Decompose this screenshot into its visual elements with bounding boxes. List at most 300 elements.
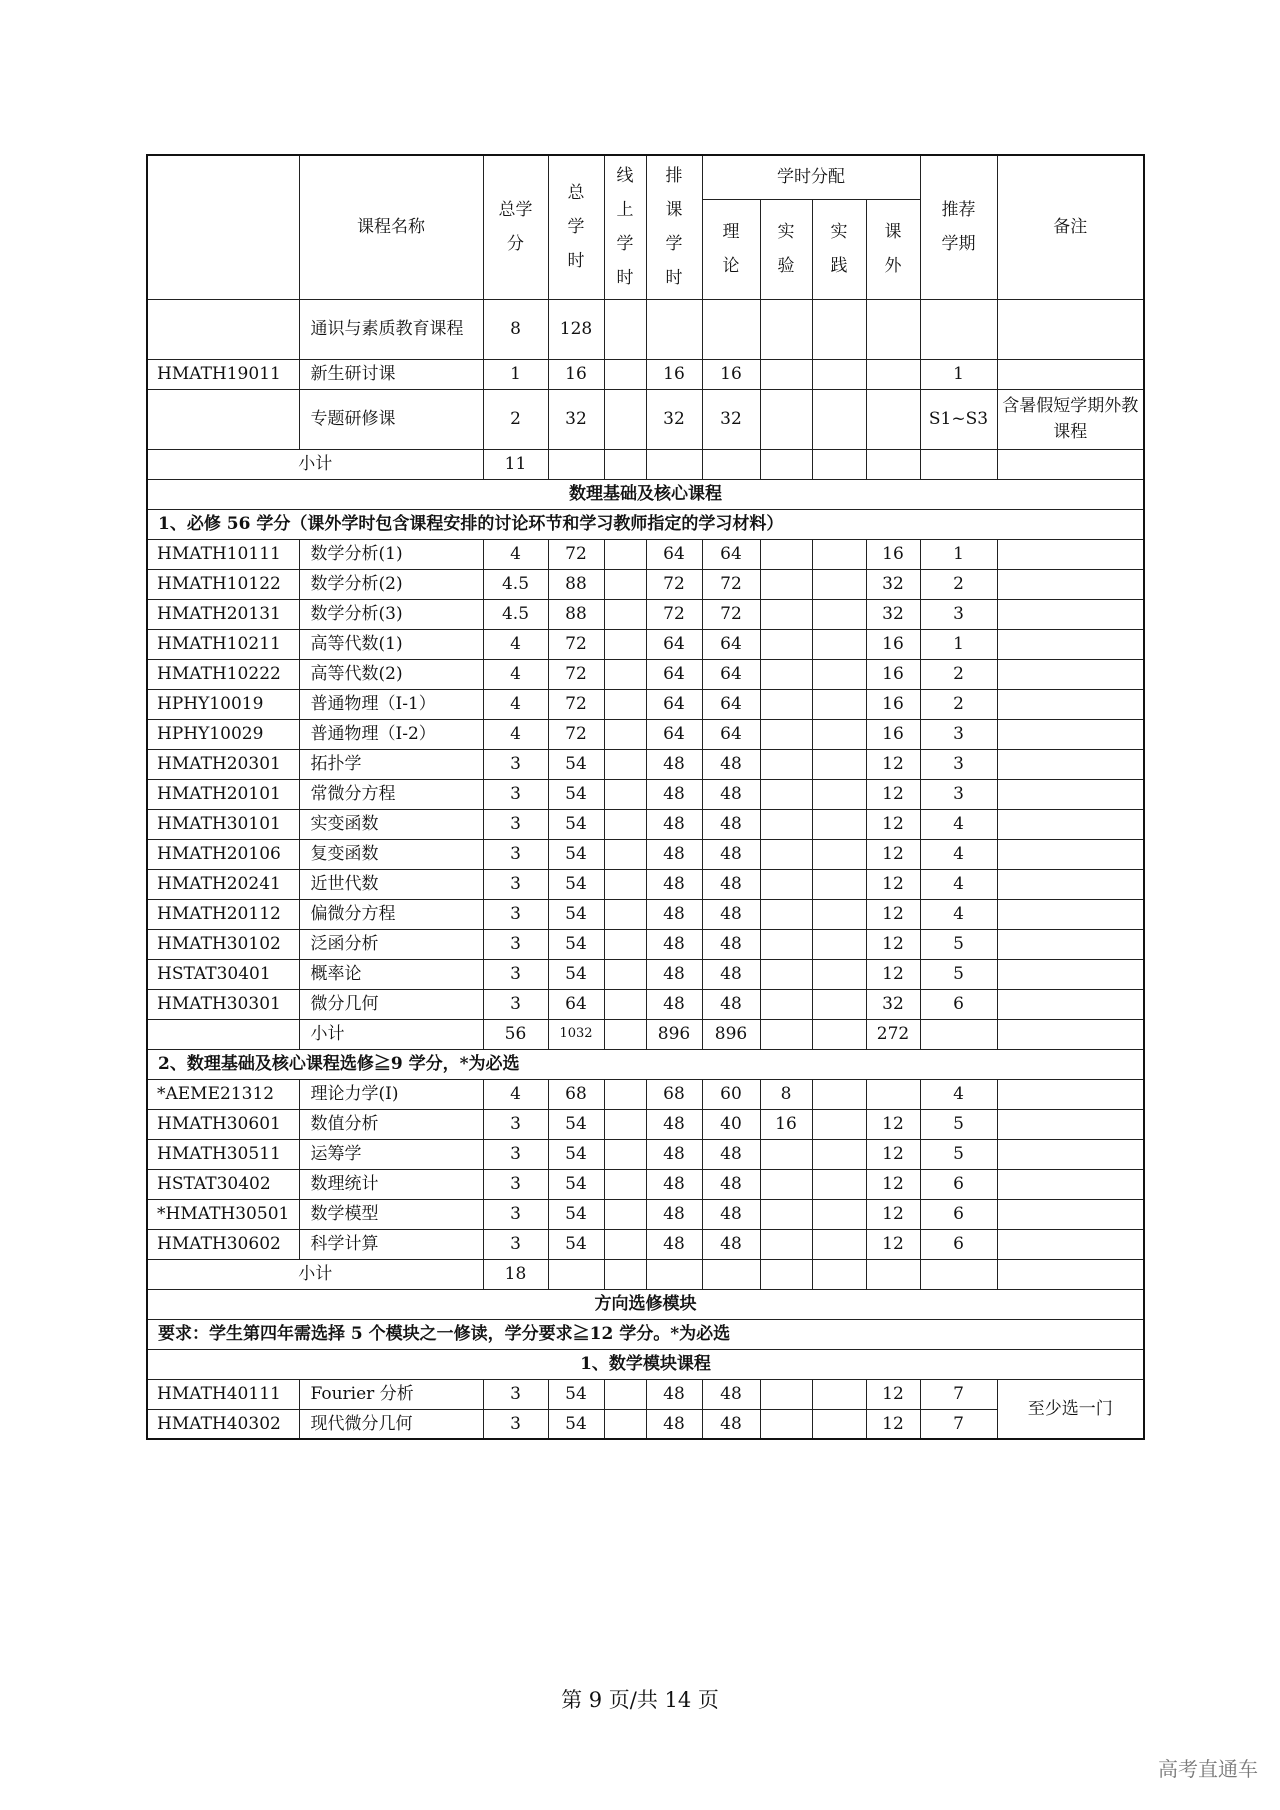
cell-hours: 16: [548, 359, 604, 389]
table-row: [147, 299, 1144, 359]
cell-extra: 12: [866, 899, 920, 929]
cell-code: HMATH40111: [147, 1379, 299, 1409]
cell-online: [604, 629, 646, 659]
header-row: [147, 155, 1144, 199]
cell-code: HMATH19011: [147, 359, 299, 389]
cell-credits: 3: [483, 959, 548, 989]
cell-lab: [760, 629, 812, 659]
cell-extra: 12: [866, 1229, 920, 1259]
cell-section_core: 数理基础及核心课程: [147, 479, 1144, 509]
cell-note: [997, 629, 1144, 659]
cell-code: HPHY10029: [147, 719, 299, 749]
cell-empty: [866, 1259, 920, 1289]
cell-name: 科学计算: [299, 1229, 483, 1259]
cell-empty: [920, 1019, 997, 1049]
cell-empty: [646, 449, 702, 479]
cell-hours: 54: [548, 1109, 604, 1139]
cell-lab: [760, 539, 812, 569]
cell-sem: 2: [920, 659, 997, 689]
cell-note: [997, 569, 1144, 599]
cell-label: 小计: [147, 1259, 483, 1289]
cell-sched: 72: [646, 569, 702, 599]
cell-sem: 7: [920, 1379, 997, 1409]
cell-hours: 54: [548, 1379, 604, 1409]
cell-note: [997, 1199, 1144, 1229]
section-row: [147, 1049, 1144, 1079]
cell-practice: [812, 1229, 866, 1259]
cell-online: [604, 839, 646, 869]
cell-note: [997, 599, 1144, 629]
cell-name: 复变函数: [299, 839, 483, 869]
cell-code: HMATH20241: [147, 869, 299, 899]
cell-practice: [812, 389, 866, 449]
table-row: [147, 1379, 1144, 1409]
cell-extra: 12: [866, 1379, 920, 1409]
cell-sched: 48: [646, 1169, 702, 1199]
cell-sched: 64: [646, 719, 702, 749]
table-row: [147, 779, 1144, 809]
cell-code: HMATH20106: [147, 839, 299, 869]
cell-online: [604, 1199, 646, 1229]
cell-online: [604, 299, 646, 359]
cell-online: [604, 1169, 646, 1199]
cell-empty: [812, 1019, 866, 1049]
cell-extra: [866, 389, 920, 449]
cell-extra: 12: [866, 779, 920, 809]
cell-practice: [812, 1169, 866, 1199]
cell-practice: [812, 809, 866, 839]
cell-extra: 16: [866, 539, 920, 569]
cell-credits: 4.5: [483, 599, 548, 629]
cell-theory: 48: [702, 899, 760, 929]
section-row: [147, 1289, 1144, 1319]
cell-sem: 7: [920, 1409, 997, 1439]
cell-code: HMATH30602: [147, 1229, 299, 1259]
cell-sched: 48: [646, 1199, 702, 1229]
cell-empty: [997, 1019, 1144, 1049]
cell-hours: 54: [548, 899, 604, 929]
cell-online: [604, 779, 646, 809]
subtotal-row: [147, 1019, 1144, 1049]
table-row: [147, 629, 1144, 659]
cell-extra: [866, 1079, 920, 1109]
cell-lab: [760, 959, 812, 989]
cell-note: [997, 779, 1144, 809]
cell-extra: 12: [866, 1199, 920, 1229]
cell-sched: 48: [646, 989, 702, 1019]
cell-sem: 2: [920, 569, 997, 599]
cell-core_required_title: 1、必修 56 学分（课外学时包含课程安排的讨论环节和学习教师指定的学习材料）: [147, 509, 1144, 539]
table-row: [147, 1079, 1144, 1109]
table-row: [147, 839, 1144, 869]
cell-note: [997, 809, 1144, 839]
cell-sem: 1: [920, 629, 997, 659]
cell-math_module_note: 至少选一门: [997, 1379, 1144, 1439]
cell-name: 数学分析(1): [299, 539, 483, 569]
cell-name: 常微分方程: [299, 779, 483, 809]
cell-name: 数值分析: [299, 1109, 483, 1139]
cell-sem: 3: [920, 599, 997, 629]
cell-theory: 64: [702, 659, 760, 689]
cell-code: [147, 299, 299, 359]
cell-practice: [812, 539, 866, 569]
cell-extra: 16: [866, 629, 920, 659]
header-code: [147, 155, 299, 299]
cell-empty: [548, 449, 604, 479]
cell-lab: [760, 899, 812, 929]
cell-lab: [760, 1199, 812, 1229]
cell-sched: 48: [646, 809, 702, 839]
cell-credits: 3: [483, 1379, 548, 1409]
cell-practice: [812, 749, 866, 779]
cell-note: [997, 539, 1144, 569]
cell-lab: [760, 1409, 812, 1439]
cell-lab: [760, 659, 812, 689]
cell-practice: [812, 1139, 866, 1169]
cell-name: 理论力学(I): [299, 1079, 483, 1109]
cell-extra: 12: [866, 929, 920, 959]
cell-note: [997, 899, 1144, 929]
table-row: [147, 1169, 1144, 1199]
cell-note: [997, 959, 1144, 989]
cell-direction_requirement: 要求：学生第四年需选择 5 个模块之一修读，学分要求≧12 学分。*为必选: [147, 1319, 1144, 1349]
cell-lab: [760, 1229, 812, 1259]
cell-hours: 54: [548, 809, 604, 839]
cell-empty: [604, 1259, 646, 1289]
cell-empty: [760, 449, 812, 479]
cell-sched: 64: [646, 689, 702, 719]
cell-practice: [812, 689, 866, 719]
cell-name: 高等代数(1): [299, 629, 483, 659]
cell-theory: 72: [702, 599, 760, 629]
cell-hours: 72: [548, 539, 604, 569]
cell-sem: 6: [920, 1199, 997, 1229]
cell-empty: [604, 1019, 646, 1049]
cell-hours: 1032: [548, 1019, 604, 1049]
cell-credits: 3: [483, 779, 548, 809]
cell-credits: 4: [483, 1079, 548, 1109]
cell-credits: 3: [483, 839, 548, 869]
cell-credits: 3: [483, 1229, 548, 1259]
cell-sem: 4: [920, 839, 997, 869]
cell-online: [604, 809, 646, 839]
table-row: [147, 659, 1144, 689]
cell-practice: [812, 779, 866, 809]
cell-name: 数学分析(2): [299, 569, 483, 599]
cell-theory: 48: [702, 929, 760, 959]
cell-online: [604, 1079, 646, 1109]
cell-sched: 896: [646, 1019, 702, 1049]
cell-note: [997, 749, 1144, 779]
cell-empty: [920, 1259, 997, 1289]
header-alloc: 学时分配: [702, 155, 920, 199]
cell-name: 普通物理（I-2）: [299, 719, 483, 749]
cell-credits: 56: [483, 1019, 548, 1049]
cell-sem: 5: [920, 1139, 997, 1169]
cell-lab: [760, 1139, 812, 1169]
cell-online: [604, 869, 646, 899]
table-row: [147, 569, 1144, 599]
cell-extra: 12: [866, 869, 920, 899]
cell-extra: [866, 299, 920, 359]
cell-practice: [812, 719, 866, 749]
cell-credits: 3: [483, 1409, 548, 1439]
cell-theory: 48: [702, 1199, 760, 1229]
cell-credits: 8: [483, 299, 548, 359]
table-body: [147, 155, 1144, 1439]
cell-sched: 68: [646, 1079, 702, 1109]
cell-code: [147, 389, 299, 449]
cell-hours: 54: [548, 1139, 604, 1169]
cell-extra: 32: [866, 569, 920, 599]
cell-lab: 8: [760, 1079, 812, 1109]
cell-lab: [760, 1379, 812, 1409]
cell-empty: [812, 449, 866, 479]
cell-online: [604, 929, 646, 959]
cell-name: 近世代数: [299, 869, 483, 899]
cell-credits: 11: [483, 449, 548, 479]
cell-credits: 3: [483, 749, 548, 779]
cell-theory: 48: [702, 1139, 760, 1169]
cell-online: [604, 389, 646, 449]
cell-online: [604, 1139, 646, 1169]
cell-sched: 48: [646, 1229, 702, 1259]
table-row: [147, 599, 1144, 629]
cell-code: HMATH30301: [147, 989, 299, 1019]
cell-theory: 48: [702, 1229, 760, 1259]
cell-empty: [760, 1259, 812, 1289]
cell-practice: [812, 839, 866, 869]
cell-note: [997, 719, 1144, 749]
cell-online: [604, 1409, 646, 1439]
cell-online: [604, 599, 646, 629]
cell-online: [604, 1109, 646, 1139]
cell-credits: 4: [483, 539, 548, 569]
cell-name: 数理统计: [299, 1169, 483, 1199]
cell-credits: 3: [483, 869, 548, 899]
table-row: [147, 989, 1144, 1019]
cell-empty: [702, 1259, 760, 1289]
cell-sem: 3: [920, 719, 997, 749]
table-row: [147, 959, 1144, 989]
cell-note: [997, 1109, 1144, 1139]
cell-sem: 6: [920, 1229, 997, 1259]
cell-note: 含暑假短学期外教课程: [997, 389, 1144, 449]
cell-online: [604, 569, 646, 599]
cell-code: HSTAT30402: [147, 1169, 299, 1199]
curriculum-table: [146, 154, 1145, 1440]
cell-theory: 48: [702, 839, 760, 869]
cell-hours: 128: [548, 299, 604, 359]
cell-lab: [760, 989, 812, 1019]
cell-practice: [812, 299, 866, 359]
cell-code: HSTAT30401: [147, 959, 299, 989]
cell-name: 拓扑学: [299, 749, 483, 779]
cell-credits: 1: [483, 359, 548, 389]
cell-hours: 54: [548, 1169, 604, 1199]
cell-code: HMATH20101: [147, 779, 299, 809]
cell-sem: 5: [920, 959, 997, 989]
header-practice: 实 践: [812, 199, 866, 299]
cell-lab: [760, 719, 812, 749]
cell-name: 概率论: [299, 959, 483, 989]
cell-empty: [646, 1259, 702, 1289]
cell-practice: [812, 929, 866, 959]
cell-hours: 54: [548, 839, 604, 869]
cell-theory: 64: [702, 719, 760, 749]
cell-sched: [646, 299, 702, 359]
cell-sem: 3: [920, 779, 997, 809]
cell-sched: 48: [646, 1139, 702, 1169]
cell-theory: [702, 299, 760, 359]
header-name: 课程名称: [299, 155, 483, 299]
cell-extra: 272: [866, 1019, 920, 1049]
cell-code: *HMATH30501: [147, 1199, 299, 1229]
cell-label: 小计: [147, 449, 483, 479]
cell-credits: 3: [483, 1199, 548, 1229]
cell-hours: 54: [548, 959, 604, 989]
cell-sched: 48: [646, 869, 702, 899]
cell-theory: 64: [702, 539, 760, 569]
cell-name: 现代微分几何: [299, 1409, 483, 1439]
cell-name: 数学模型: [299, 1199, 483, 1229]
cell-practice: [812, 959, 866, 989]
cell-extra: 12: [866, 749, 920, 779]
table-row: [147, 1229, 1144, 1259]
cell-theory: 40: [702, 1109, 760, 1139]
subtotal-row: [147, 449, 1144, 479]
cell-hours: 72: [548, 629, 604, 659]
subtotal-row: [147, 1259, 1144, 1289]
cell-online: [604, 1229, 646, 1259]
cell-code: HMATH30511: [147, 1139, 299, 1169]
header-hours: 总 学 时: [548, 155, 604, 299]
table-row: [147, 869, 1144, 899]
cell-credits: 3: [483, 899, 548, 929]
cell-theory: 16: [702, 359, 760, 389]
cell-credits: 2: [483, 389, 548, 449]
cell-code: HMATH10222: [147, 659, 299, 689]
cell-lab: [760, 299, 812, 359]
cell-theory: 64: [702, 689, 760, 719]
cell-online: [604, 1379, 646, 1409]
cell-theory: 48: [702, 1169, 760, 1199]
cell-label: 小计: [299, 1019, 483, 1049]
cell-theory: 60: [702, 1079, 760, 1109]
cell-extra: 12: [866, 1109, 920, 1139]
cell-math_module_title: 1、数学模块课程: [147, 1349, 1144, 1379]
cell-theory: 64: [702, 629, 760, 659]
cell-theory: 48: [702, 869, 760, 899]
table-row: [147, 719, 1144, 749]
cell-practice: [812, 1109, 866, 1139]
cell-sem: S1~S3: [920, 389, 997, 449]
header-extra: 课 外: [866, 199, 920, 299]
cell-note: [997, 989, 1144, 1019]
cell-credits: 4: [483, 629, 548, 659]
cell-credits: 4: [483, 659, 548, 689]
cell-hours: 54: [548, 1229, 604, 1259]
cell-sched: 64: [646, 539, 702, 569]
cell-practice: [812, 659, 866, 689]
cell-theory: 32: [702, 389, 760, 449]
cell-lab: [760, 929, 812, 959]
cell-code: HMATH30601: [147, 1109, 299, 1139]
cell-online: [604, 959, 646, 989]
cell-online: [604, 989, 646, 1019]
table-row: [147, 1199, 1144, 1229]
cell-sem: 2: [920, 689, 997, 719]
cell-practice: [812, 869, 866, 899]
cell-sched: 48: [646, 959, 702, 989]
cell-online: [604, 719, 646, 749]
cell-extra: 32: [866, 599, 920, 629]
cell-extra: 12: [866, 959, 920, 989]
cell-code: HMATH10211: [147, 629, 299, 659]
cell-sched: 48: [646, 749, 702, 779]
cell-hours: 72: [548, 689, 604, 719]
cell-practice: [812, 569, 866, 599]
cell-practice: [812, 599, 866, 629]
cell-theory: 48: [702, 989, 760, 1019]
cell-name: Fourier 分析: [299, 1379, 483, 1409]
header-lab: 实 验: [760, 199, 812, 299]
cell-lab: [760, 839, 812, 869]
cell-empty: [548, 1259, 604, 1289]
table-row: [147, 1139, 1144, 1169]
cell-empty: [812, 1259, 866, 1289]
cell-practice: [812, 1079, 866, 1109]
section-row: [147, 509, 1144, 539]
cell-hours: 64: [548, 989, 604, 1019]
cell-note: [997, 839, 1144, 869]
cell-extra: 12: [866, 809, 920, 839]
cell-note: [997, 929, 1144, 959]
cell-sched: 48: [646, 1109, 702, 1139]
cell-name: 泛函分析: [299, 929, 483, 959]
cell-lab: [760, 749, 812, 779]
cell-note: [997, 359, 1144, 389]
cell-note: [997, 659, 1144, 689]
table-row: [147, 539, 1144, 569]
section-row: [147, 1349, 1144, 1379]
cell-practice: [812, 989, 866, 1019]
cell-credits: 3: [483, 1109, 548, 1139]
cell-extra: 12: [866, 839, 920, 869]
cell-lab: [760, 689, 812, 719]
cell-name: 普通物理（I-1）: [299, 689, 483, 719]
cell-practice: [812, 1379, 866, 1409]
cell-empty: [147, 1019, 299, 1049]
cell-code: HMATH20131: [147, 599, 299, 629]
cell-code: HPHY10019: [147, 689, 299, 719]
cell-practice: [812, 1409, 866, 1439]
cell-online: [604, 749, 646, 779]
cell-practice: [812, 899, 866, 929]
cell-name: 新生研讨课: [299, 359, 483, 389]
cell-extra: 16: [866, 689, 920, 719]
cell-sem: 1: [920, 359, 997, 389]
cell-core_elective_title: 2、数理基础及核心课程选修≧9 学分，*为必选: [147, 1049, 1144, 1079]
cell-extra: 12: [866, 1409, 920, 1439]
cell-sched: 48: [646, 839, 702, 869]
watermark-text: 高考直通车: [1158, 1757, 1258, 1781]
cell-sched: 32: [646, 389, 702, 449]
cell-empty: [920, 449, 997, 479]
cell-online: [604, 359, 646, 389]
cell-sem: 3: [920, 749, 997, 779]
cell-credits: 3: [483, 989, 548, 1019]
